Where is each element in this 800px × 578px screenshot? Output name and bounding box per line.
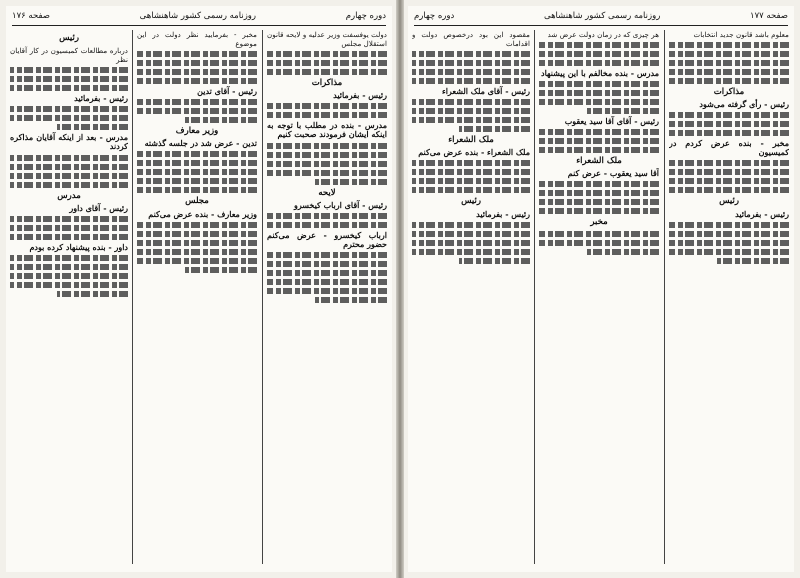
text-block <box>267 112 387 118</box>
text-block <box>669 249 789 255</box>
text-block <box>539 99 659 105</box>
text-block <box>539 199 659 205</box>
text-block <box>10 225 128 231</box>
speaker-line: وزیر معارف - بنده عرض می‌کنم <box>148 208 257 219</box>
text-block <box>137 240 257 246</box>
section-title: لایحه <box>318 187 336 198</box>
text-block <box>539 51 659 57</box>
text-block <box>267 261 387 267</box>
section-title: رئیس <box>59 33 79 43</box>
text-block <box>267 103 387 109</box>
text-block <box>137 231 257 237</box>
column-rule <box>534 30 535 564</box>
text-block <box>267 161 387 167</box>
text-block <box>669 160 789 166</box>
section-title: وزیر معارف <box>175 126 219 137</box>
right-page-number: صفحه ۱۷۷ <box>750 11 788 21</box>
speaker-line: آقا سید یعقوب - عرض کنم <box>567 168 659 179</box>
text-block <box>267 252 387 258</box>
text-block <box>137 187 257 193</box>
text-block <box>669 51 789 57</box>
text-block <box>10 115 128 121</box>
text-block <box>539 138 659 144</box>
text-block <box>669 169 789 175</box>
text-block <box>10 255 128 261</box>
speaker-line: رئیس - آقای داور <box>69 202 128 213</box>
speaker-line: رئیس - رأی گرفته می‌شود <box>699 99 789 110</box>
left-col-2 <box>137 30 257 566</box>
text-block <box>57 124 128 130</box>
text-block <box>412 78 530 84</box>
text-block <box>137 78 257 84</box>
header-rule <box>414 25 788 26</box>
text-block <box>412 60 530 66</box>
speaker-line: مدرس - بعد از اینکه آقایان مذاکره کردند <box>10 132 128 152</box>
section-title: مجلس <box>185 196 209 207</box>
text-block <box>185 117 257 123</box>
text-block <box>717 258 789 264</box>
text-block <box>669 78 789 84</box>
text-block <box>10 76 128 82</box>
text-block <box>412 240 530 246</box>
right-session: دوره چهارم <box>414 11 455 21</box>
text-block <box>267 60 387 66</box>
text-block <box>669 69 789 75</box>
text-block <box>669 60 789 66</box>
text-block <box>10 106 128 112</box>
text-block <box>10 67 128 73</box>
paragraph: مقصود این بود درخصوص دولت و اقدامات <box>412 30 530 49</box>
text-block <box>10 216 128 222</box>
right-page-header <box>414 8 788 24</box>
text-block <box>539 81 659 87</box>
left-page <box>6 6 392 572</box>
text-block <box>137 258 257 264</box>
speaker-line: رئیس - بفرمائید <box>333 90 387 101</box>
column-rule <box>132 30 133 564</box>
text-block <box>412 160 530 166</box>
speaker-line: داور - بنده پیشنهاد کرده بودم <box>29 241 128 252</box>
right-col-2 <box>539 30 659 566</box>
text-block <box>137 60 257 66</box>
text-block <box>185 267 257 273</box>
text-block <box>412 169 530 175</box>
speaker-line: رئیس - بفرمائید <box>735 208 789 219</box>
text-block <box>539 181 659 187</box>
text-block <box>412 231 530 237</box>
text-block <box>137 151 257 157</box>
text-block <box>539 42 659 48</box>
speaker-line: ارباب کیخسرو - عرض می‌کنم حضور محترم <box>267 229 387 249</box>
text-block <box>539 208 659 214</box>
text-block <box>539 231 659 237</box>
left-title: روزنامه رسمی کشور شاهنشاهی <box>139 11 257 21</box>
paragraph: معلوم باشد قانون جدید انتخابات <box>693 30 789 39</box>
page-gutter <box>396 0 404 578</box>
left-page-header <box>12 8 386 24</box>
right-page <box>408 6 794 572</box>
text-block <box>539 60 659 66</box>
speaker-line: مدرس - بنده مخالفم با این پیشنهاد <box>541 68 659 79</box>
left-col-1 <box>267 30 387 566</box>
left-page-number: صفحه ۱۷۶ <box>12 11 50 21</box>
text-block <box>459 126 530 132</box>
section-title: مذاکرات <box>713 87 745 98</box>
text-block <box>137 160 257 166</box>
text-block <box>137 222 257 228</box>
speaker-line: مخبر - بنده عرض کردم در کمیسیون <box>669 138 789 158</box>
text-block <box>10 234 128 240</box>
column-rule <box>262 30 263 564</box>
text-block <box>10 85 128 91</box>
text-block <box>10 155 128 161</box>
text-block <box>669 178 789 184</box>
left-session: دوره چهارم <box>345 11 386 21</box>
text-block <box>412 178 530 184</box>
paragraph: درباره مطالعات کمیسیون در کار آقایان نظر <box>10 46 128 65</box>
text-block <box>137 178 257 184</box>
speaker-line: ملک الشعراء - بنده عرض می‌کنم <box>418 147 530 158</box>
text-block <box>669 112 789 118</box>
text-block <box>57 291 128 297</box>
left-col-3 <box>10 30 128 566</box>
right-title: روزنامه رسمی کشور شاهنشاهی <box>543 11 661 21</box>
text-block <box>267 69 387 75</box>
text-block <box>267 279 387 285</box>
text-block <box>669 121 789 127</box>
text-block <box>412 99 530 105</box>
right-col-1 <box>669 30 789 566</box>
text-block <box>539 190 659 196</box>
section-title: ملک الشعراء <box>576 156 622 167</box>
text-block <box>10 182 128 188</box>
speaker-line: تدین - عرض شد در جلسه گذشته <box>144 138 257 149</box>
text-block <box>539 240 659 246</box>
text-block <box>137 249 257 255</box>
text-block <box>10 282 128 288</box>
section-title: مدرس <box>57 190 81 201</box>
column-rule <box>664 30 665 564</box>
text-block <box>137 51 257 57</box>
text-block <box>267 51 387 57</box>
text-block <box>267 222 387 228</box>
speaker-line: رئیس - بفرمائید <box>74 93 128 104</box>
right-col-3 <box>412 30 530 566</box>
text-block <box>587 249 659 255</box>
section-title: رئیس <box>719 196 739 207</box>
text-block <box>267 270 387 276</box>
text-block <box>669 240 789 246</box>
text-block <box>669 222 789 228</box>
text-block <box>267 143 387 149</box>
text-block <box>267 288 387 294</box>
text-block <box>539 129 659 135</box>
text-block <box>412 222 530 228</box>
text-block <box>412 249 530 255</box>
speaker-line: مدرس - بنده در مطلب با توجه به اینکه ایشان فرمودند صحبت کنیم <box>267 120 387 140</box>
text-block <box>137 169 257 175</box>
text-block <box>10 173 128 179</box>
text-block <box>669 130 789 136</box>
paragraph: مخبر - بفرمایید نظر دولت در این موضوع <box>137 30 257 49</box>
text-block <box>669 42 789 48</box>
text-block <box>137 99 257 105</box>
speaker-line: رئیس - آقای ملک الشعراء <box>441 86 530 97</box>
text-block <box>137 108 257 114</box>
text-block <box>315 179 387 185</box>
section-title: ملک الشعراء <box>448 135 494 146</box>
text-block <box>267 213 387 219</box>
text-block <box>412 108 530 114</box>
text-block <box>412 117 530 123</box>
text-block <box>412 51 530 57</box>
text-block <box>315 297 387 303</box>
section-title: مذاکرات <box>311 78 343 89</box>
text-block <box>10 273 128 279</box>
text-block <box>10 264 128 270</box>
header-rule <box>12 25 386 26</box>
text-block <box>539 90 659 96</box>
text-block <box>10 164 128 170</box>
text-block <box>267 170 387 176</box>
text-block <box>669 231 789 237</box>
text-block <box>412 69 530 75</box>
text-block <box>669 187 789 193</box>
speaker-line: رئیس - آقای تدین <box>197 86 257 97</box>
speaker-line: رئیس - بفرمائید <box>476 208 530 219</box>
section-title: رئیس <box>461 196 481 207</box>
paragraph: دولت یوفسفت وزیر عدلیه و لایحه قانون استقلال مجلس <box>267 30 387 49</box>
text-block <box>267 152 387 158</box>
text-block <box>137 69 257 75</box>
speaker-line: رئیس - آقای آقا سید یعقوب <box>564 116 659 127</box>
text-block <box>539 147 659 153</box>
paragraph: هر چیزی که در زمان دولت عرض شد <box>547 30 659 39</box>
speaker-line: رئیس - آقای ارباب کیخسرو <box>294 199 387 210</box>
text-block <box>587 108 659 114</box>
text-block <box>412 187 530 193</box>
section-title: مخبر <box>590 217 608 228</box>
text-block <box>459 258 530 264</box>
